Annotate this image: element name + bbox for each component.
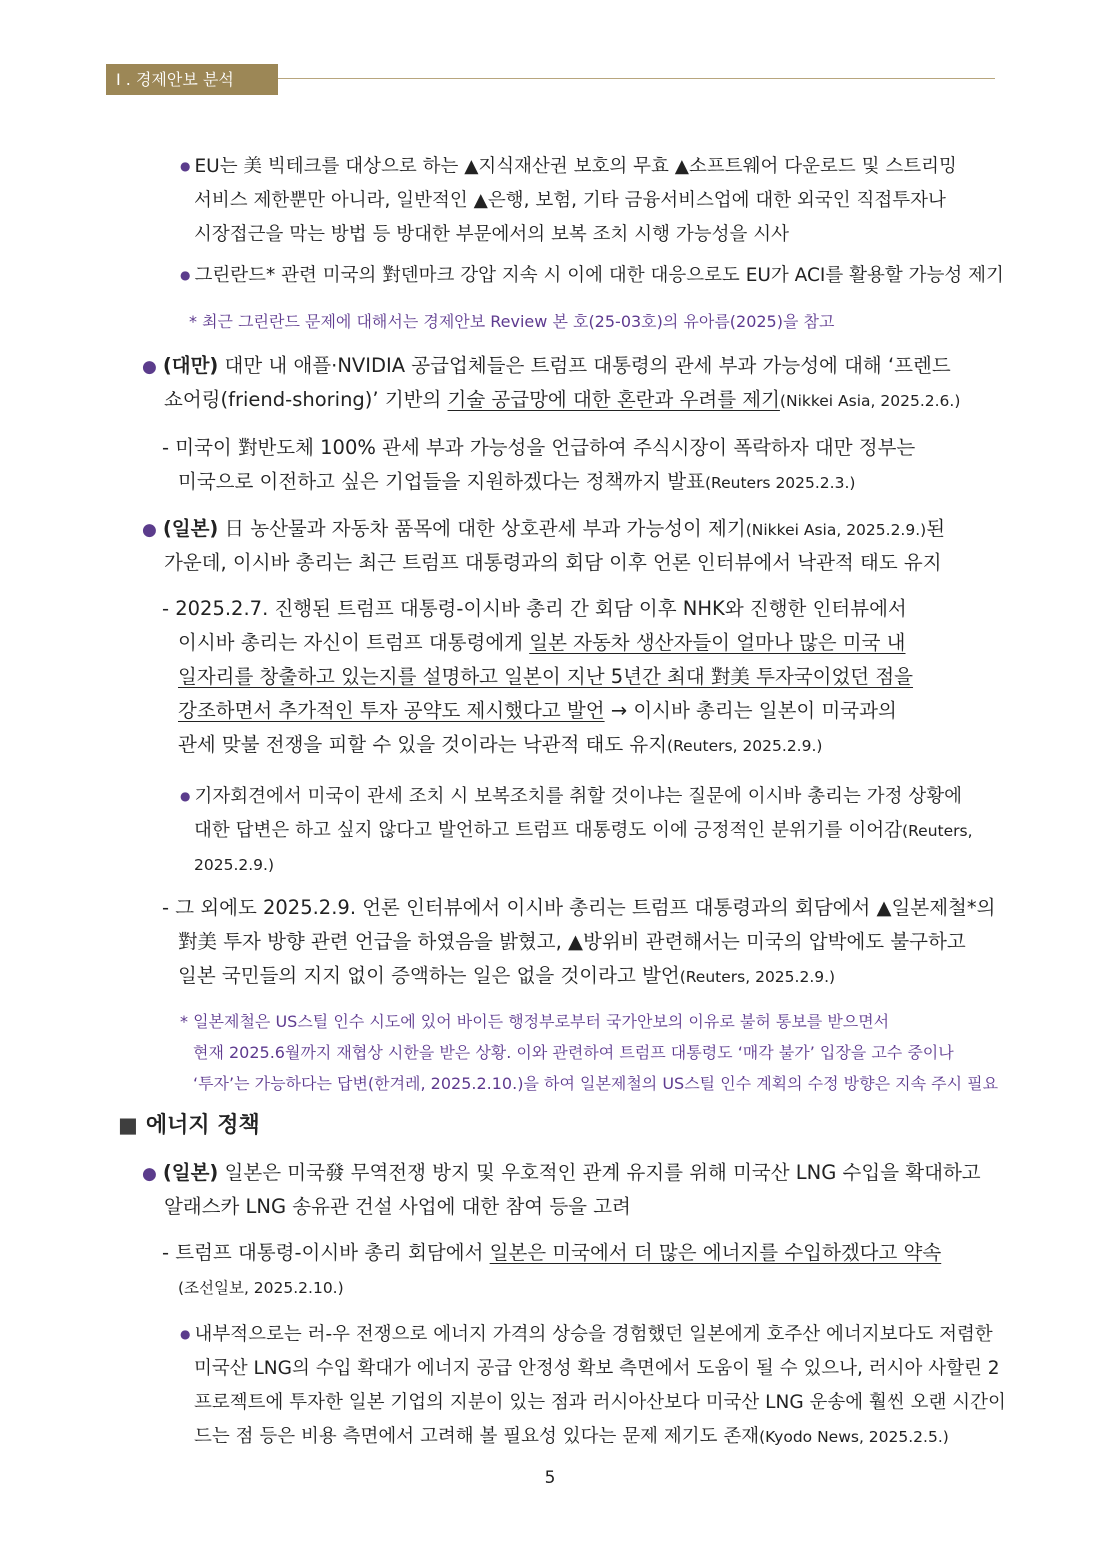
japan-detail: - 2025.2.7. 진행된 트럼프 대통령-이시바 총리 간 회담 이후 NHK와 진행한 인터뷰에서 이시바 총리는 자신이 트럼프 대통령에게 일본 자동차 생산자들이 얼마나 많은 미국 내 일자리를 창출하고 있는지를 설명하고 일본이 지난 5년간 최대 對美 투자국이었던 점을 강조하면서 추가적인 투자 공약도 제시했다고 발언 → 이시바 총리는 일본이 미국과의 관세 맞불 전쟁을 피할 수 있을 것이라는 낙관적 태도 유지(Reuters, 2025.2.9.) [162,597,914,756]
energy-heading: ■ 에너지 정책 [118,1113,260,1138]
section-header [0,64,1100,96]
square-bullet-icon: ■ [118,1113,138,1137]
energy-bullet: ● 내부적으로는 러-우 전쟁으로 에너지 가격의 상승을 경험했던 일본에게 호주산 에너지보다도 저렴한 미국산 LNG의 수입 확대가 에너지 공급 안정성 확보 측면에서 도움이 될 수 있으나, 러시아 사할린 2 프로젝트에 투자한 일본 기업의 지분이 있는 점과 러시아산보다 미국산 LNG 운송에 훨씬 오랜 시간이 드는 점 등은 비용 측면에서 고려해 볼 필요성 있다는 문제 제기도 존재(Kyodo News, 2025.2.5.) [180,1324,1006,1447]
greenland-note: * 최근 그린란드 문제에 대해서는 경제안보 Review 본 호(25-03호)의 유아름(2025)을 참고 [189,312,835,331]
energy-detail: - 트럼프 대통령-이시바 총리 회담에서 일본은 미국에서 더 많은 에너지를 수입하겠다고 약속 (조선일보, 2025.2.10.) [162,1241,942,1297]
eu-bullet: ● EU는 美 빅테크를 대상으로 하는 ▲지식재산권 보호의 무효 ▲소프트웨어 다운로드 및 스트리밍 서비스 제한뿐만 아니라, 일반적인 ▲은행, 보험, 기타 금융서비스업에 대한 외국인 직접투자나 시장접근을 막는 방법 등 방대한 부문에서의 보복 조치 시행 가능성을 시사 [180,156,957,245]
page-number: 5 [544,1468,556,1488]
region-label: (일본) [162,517,219,540]
japan-extra: - 그 외에도 2025.2.9. 언론 인터뷰에서 이시바 총리는 트럼프 대통령과의 회담에서 ▲일본제철*의 對美 투자 방향 관련 언급을 하였음을 밝혔고, ▲방위비 관련해서는 미국의 압박에도 불구하고 일본 국민들의 지지 없이 증액하는 일은 없을 것이라고 발언(Reuters, 2025.2.9.) [162,896,996,987]
circle-bullet-icon: ● [142,357,157,377]
japan-bullet: ● 기자회견에서 미국이 관세 조치 시 보복조치를 취할 것이냐는 질문에 이시바 총리는 가정 상황에 대한 답변은 하고 싶지 않다고 발언하고 트럼프 대통령도 이에 긍정적인 분위기를 이어감(Reuters, 2025.2.9.) [180,786,973,874]
energy-japan: ● (일본) 일본은 미국發 무역전쟁 방지 및 우호적인 관계 유지를 위해 미국산 LNG 수입을 확대하고 알래스카 LNG 송유관 건설 사업에 대한 참여 등을 고려 [142,1161,981,1218]
section-tab: I . 경제안보 분석 [106,64,278,95]
bullet-dot-icon: ● [180,159,191,173]
taiwan-section: ● (대만) 대만 내 애플·NVIDIA 공급업체들은 트럼프 대통령의 관세 부과 가능성에 대해 ‘프렌드 쇼어링(friend-shoring)’ 기반의 기술 공급망에 대한 혼란과 우려를 제기(Nikkei Asia, 2025.2.6.) [142,354,961,411]
japan-note: * 일본제철은 US스틸 인수 시도에 있어 바이든 행정부로부터 국가안보의 이유로 불허 통보를 받으면서 현재 2025.6월까지 재협상 시한을 받은 상황. 이와 관련하여 트럼프 대통령도 ‘매각 불가’ 입장을 고수 중이나 ‘투자’는 가능하다는 답변(한겨레, 2025.2.10.)을 하여 일본제철의 US스틸 인수 계획의 수정 방향은 지속 주시 필요 [180,1012,999,1093]
region-label: (일본) [162,1161,219,1184]
circle-bullet-icon: ● [142,520,157,540]
header-rule [278,78,995,79]
bullet-dot-icon: ● [180,789,191,803]
region-label: (대만) [162,354,219,377]
bullet-dot-icon: ● [180,1327,191,1341]
taiwan-detail: - 미국이 對반도체 100% 관세 부과 가능성을 언급하여 주식시장이 폭락하자 대만 정부는 미국으로 이전하고 싶은 기업들을 지원하겠다는 정책까지 발표(Reuters 2025.2.3.) [162,436,916,493]
circle-bullet-icon: ● [142,1164,157,1184]
japan-section: ● (일본) 日 농산물과 자동차 품목에 대한 상호관세 부과 가능성이 제기(Nikkei Asia, 2025.2.9.)된 가운데, 이시바 총리는 최근 트럼프 대통령과의 회담 이후 언론 인터뷰에서 낙관적 태도 유지 [142,517,946,574]
greenland-bullet: ● 그린란드* 관련 미국의 對덴마크 강압 지속 시 이에 대한 대응으로도 EU가 ACI를 활용할 가능성 제기 [180,265,1004,286]
bullet-dot-icon: ● [180,268,191,282]
